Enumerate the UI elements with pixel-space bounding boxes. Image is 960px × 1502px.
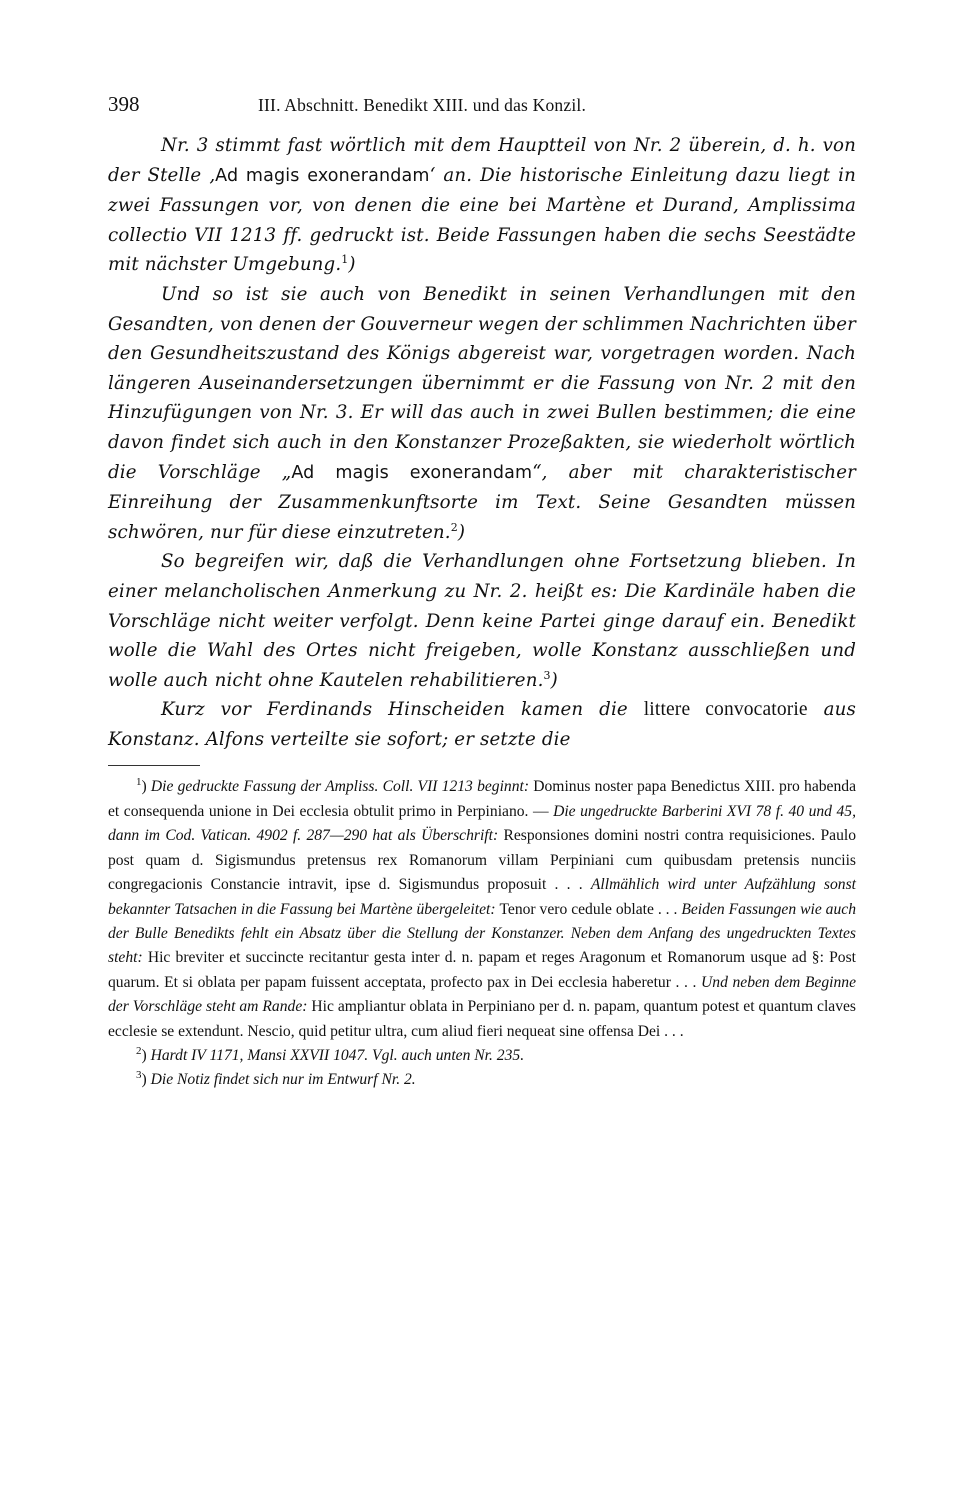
footnote-3: $^3$) Die Notiz findet sich nur im Entwurf Nr. 2.: [136, 1069, 416, 1089]
latin-term: littere convocatorie: [643, 699, 808, 721]
paragraph-2: [108, 280, 856, 547]
main-text: [108, 131, 856, 754]
footnote-ref-1: 1: [341, 253, 349, 267]
paragraph-2-text-c: “, aber mit charakteristischer Einreihung der Zusammenkunftsorte im Text. Seine Gesandten müssen schwören, nur für diese einzutreten.: [108, 461, 856, 543]
footnote-1-part: Hic breviter et succincte recitantur gesta inter d. n. papam et reges Aragonum et Romanorum usque ad §: Post quarum. Et si oblata per papam fuissent acceptata, profecto pax in Dei ecclesia haberetur . . .: [108, 949, 856, 991]
footnote-1-part: Die gedruckte Fassung der Ampliss. Coll. VII 1213 beginnt:: [150, 778, 534, 796]
footnote-1-part: Und neben dem Beginne der Vorschläge steht am Rande:: [108, 973, 856, 1016]
footnote-1-part: Hic ampliantur oblata in Perpiniano per d. n. papam, quantum potest et quantum claves ecclesie se extendunt. Nescio, quid petitur ultra, cum aliud fieri nequeat sine offensa Dei . . .: [108, 998, 856, 1040]
paragraph-1: [108, 131, 856, 280]
footnote-3-text: Die Notiz findet sich nur im Entwurf Nr. 2.: [150, 1071, 416, 1089]
footnote-mark: 3: [136, 1069, 142, 1082]
paragraph-1-text-c: ‘ an. Die historische Einleitung dazu liegt in zwei Fassungen vor, von denen die eine bei Martène et Durand, Amplissima collectio VII 1213 ff. gedruckt ist. Beide Fassungen haben die sechs Seestädte mit nächster Umgebung.: [108, 164, 856, 276]
paragraph-4: [108, 695, 856, 754]
footnote-1-part: Beiden Fassungen wie auch der Bulle Benedikts fehlt ein Absatz über die Stellung der Konstanzer. Neben dem Anfang des ungedruckten Textes steht:: [108, 900, 856, 967]
footnote-ref-paren: ): [457, 521, 466, 543]
page-header: [108, 92, 856, 117]
paragraph-3: [108, 547, 856, 695]
footnotes: [108, 775, 856, 1092]
footnote-ref-paren: ): [348, 254, 356, 276]
footnote-1: $^1$) Die gedruckte Fassung der Ampliss. Coll. VII 1213 beginnt: Dominus noster papa Benedictus XIII. pro habenda et consequenda unione in Dei ecclesia obtulit primo in Perpiniano. — Die ungedruckte Barberini XVI 78 f. 40 und 45, dann im Cod. Vatican. 4902 f. 287—290 hat als Überschrift: Responsiones domini nostri contra requisiciones. Paulo post quam d. Sigismundus pretensus rex Romanorum villam Perpiniani cum quibusdam pretensis nunciis congregacionis Constancie intravit, ipse d. Sigismundus proposuit . . . Allmählich wird unter Aufzählung sonst bekannter Tatsachen in die Fassung bei Martène übergeleitet: Tenor vero cedule oblate . . . Beiden Fassungen wie auch der Bulle Benedikts fehlt ein Absatz über die Stellung der Konstanzer. Neben dem Anfang des ungedruckten Textes steht: Hic breviter et succincte recitantur gesta inter d. n. papam et reges Aragonum et Romanorum usque ad §: Post quarum. Et si oblata per papam fuissent acceptata, profecto pax in Dei ecclesia haberetur . . . Und neben dem Beginne der Vorschläge steht am Rande: Hic ampliantur oblata in Perpiniano per d. n. papam, quantum potest et quantum claves ecclesie se extendunt. Nescio, quid petitur ultra, cum aliud fieri nequeat sine offensa Dei . . .: [108, 776, 856, 1040]
footnote-1-part: Dominus noster papa Benedictus XIII. pro habenda et consequenda unione in Dei ecclesia obtulit primo in Perpiniano. —: [108, 778, 856, 820]
quoted-latin: Ad magis exonerandam: [215, 165, 430, 186]
footnote-1-part: Tenor vero cedule oblate . . .: [499, 900, 682, 918]
book-page: [108, 92, 856, 1093]
footnote-ref-3: 3: [543, 668, 551, 682]
footnote-2: $^2$) Hardt IV 1171, Mansi XXVII 1047. Vgl. auch unten Nr. 235.: [136, 1044, 525, 1064]
footnote-mark: 2: [136, 1044, 142, 1057]
footnote-2-text: Hardt IV 1171, Mansi XXVII 1047. Vgl. auch unten Nr. 235.: [150, 1046, 525, 1064]
footnote-1-part: Allmählich wird unter Aufzählung sonst bekannter Tatsachen in die Fassung bei Martène übergeleitet:: [108, 876, 856, 918]
footnote-1-part: Die ungedruckte Barberini XVI 78 f. 40 und 45, dann im Cod. Vatican. 4902 f. 287—290 hat als Überschrift:: [108, 802, 856, 845]
paragraph-3-text-a: So begreifen wir, daß die Verhandlungen ohne Fortsetzung blieben. In einer melancholischen Anmerkung zu Nr. 2. heißt es: Die Kardinäle haben die Vorschläge nicht weiter verfolgt. Denn keine Partei ginge darauf ein. Benedikt wolle die Wahl des Ortes nicht freigeben, wolle Konstanz ausschließen und wolle auch nicht ohne Kautelen rehabilitieren.: [108, 551, 856, 691]
footnote-mark: 1: [136, 776, 142, 789]
footnote-ref-paren: ): [550, 669, 558, 691]
footnote-rule: [108, 765, 200, 766]
paragraph-4-text-a: Kurz vor Ferdinands Hinscheiden kamen die: [161, 699, 644, 721]
running-head: III. Abschnitt. Benedikt XIII. und das Konzil.: [258, 95, 587, 115]
paragraph-2-text-a: Und so ist sie auch von Benedikt in seinen Verhandlungen mit den Gesandten, von denen der Gouverneur wegen der schlimmen Nachrichten über den Gesundheitszustand des Königs abgereist war, vorgetragen worden. Nach längeren Auseinandersetzungen übernimmt er die Fassung von Nr. 2 mit den Hinzufügungen von Nr. 3. Er will das auch in zwei Bullen bestimmen; die eine davon findet sich auch in den Konstanzer Prozeßakten, sie wiederholt wörtlich die Vorschläge „: [108, 283, 856, 483]
quoted-latin: Ad magis exonerandam: [291, 462, 533, 483]
page-number: 398: [108, 92, 140, 116]
footnote-ref-2: 2: [450, 520, 458, 534]
paragraph-1-text-a: Nr. 3 stimmt fast wörtlich mit dem Hauptteil von Nr. 2 überein, d. h. von der Stelle ‚: [108, 135, 856, 186]
footnote-1-part: Responsiones domini nostri contra requisiciones. Paulo post quam d. Sigismundus pretensus rex Romanorum villam Perpiniani cum quibusdam pretensis nunciis congregacionis Constancie intravit, ipse d. Sigismundus proposuit . . .: [108, 827, 856, 894]
paragraph-4-text-c: aus Konstanz. Alfons verteilte sie sofort; er setzte die: [108, 699, 856, 750]
